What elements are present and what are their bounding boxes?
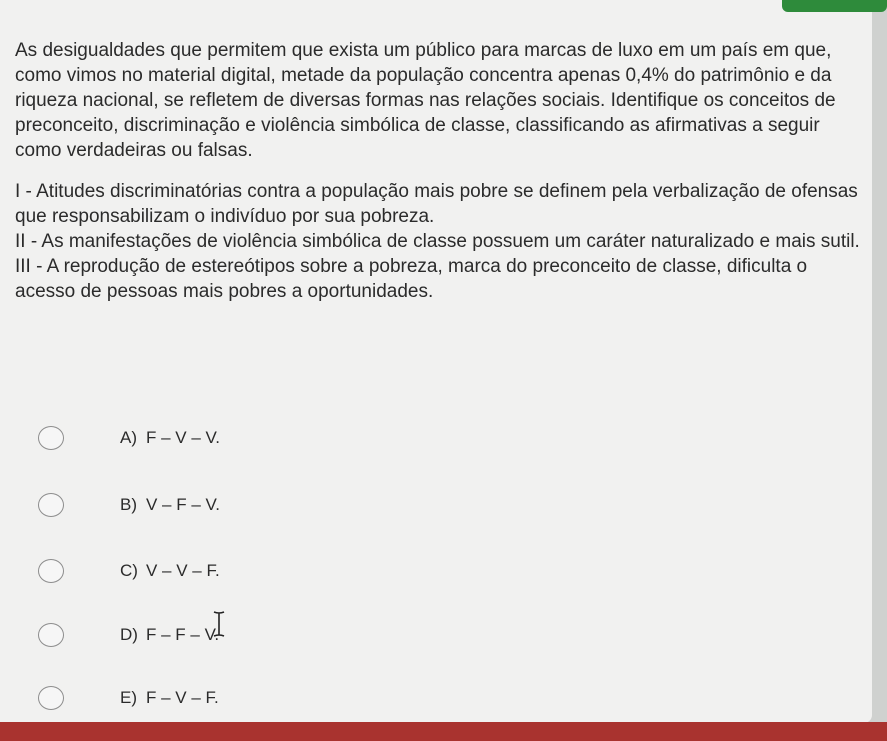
header-tab	[782, 0, 887, 12]
option-e-letter: E)	[120, 688, 137, 707]
statement-1: I - Atitudes discriminatórias contra a população mais pobre se definem pela verbalização de ofensas que responsabilizam o indivíduo por sua pobreza.	[15, 181, 858, 227]
radio-button-b[interactable]	[38, 493, 64, 517]
text-cursor-icon	[212, 610, 226, 638]
option-b-letter: B)	[120, 495, 137, 514]
question-text	[15, 38, 870, 304]
option-a-letter: A)	[120, 428, 137, 447]
radio-button-d[interactable]	[38, 623, 64, 647]
bottom-edge	[0, 722, 887, 741]
option-b-text: V – F – V.	[146, 495, 221, 514]
statement-3: III - A reprodução de estereótipos sobre a pobreza, marca do preconceito de classe, dificulta o acesso de pessoas mais pobres a oportunidades.	[15, 256, 808, 302]
option-c-letter: C)	[120, 561, 138, 580]
option-d-letter: D)	[120, 625, 138, 644]
radio-button-c[interactable]	[38, 559, 64, 583]
radio-button-e[interactable]	[38, 686, 64, 710]
question-intro: As desigualdades que permitem que exista um público para marcas de luxo em um país em que, como vimos no material digital, metade da população concentra apenas 0,4% do patrimônio e da riqueza nacional, se refletem de diversas formas nas relações sociais. Identifique os conceitos de preconceito, discriminação e violência simbólica de classe, classificando as afirmativas a seguir como verdadeiras ou falsas.	[15, 40, 836, 161]
statement-2: II - As manifestações de violência simbólica de classe possuem um caráter naturalizado e mais sutil.	[15, 231, 860, 252]
option-a-text: F – V – V.	[146, 428, 221, 447]
option-e-text: F – V – F.	[146, 688, 219, 707]
option-d-text: F – F – V.	[146, 625, 220, 644]
radio-button-a[interactable]	[38, 426, 64, 450]
option-c-text: V – V – F.	[146, 561, 220, 580]
